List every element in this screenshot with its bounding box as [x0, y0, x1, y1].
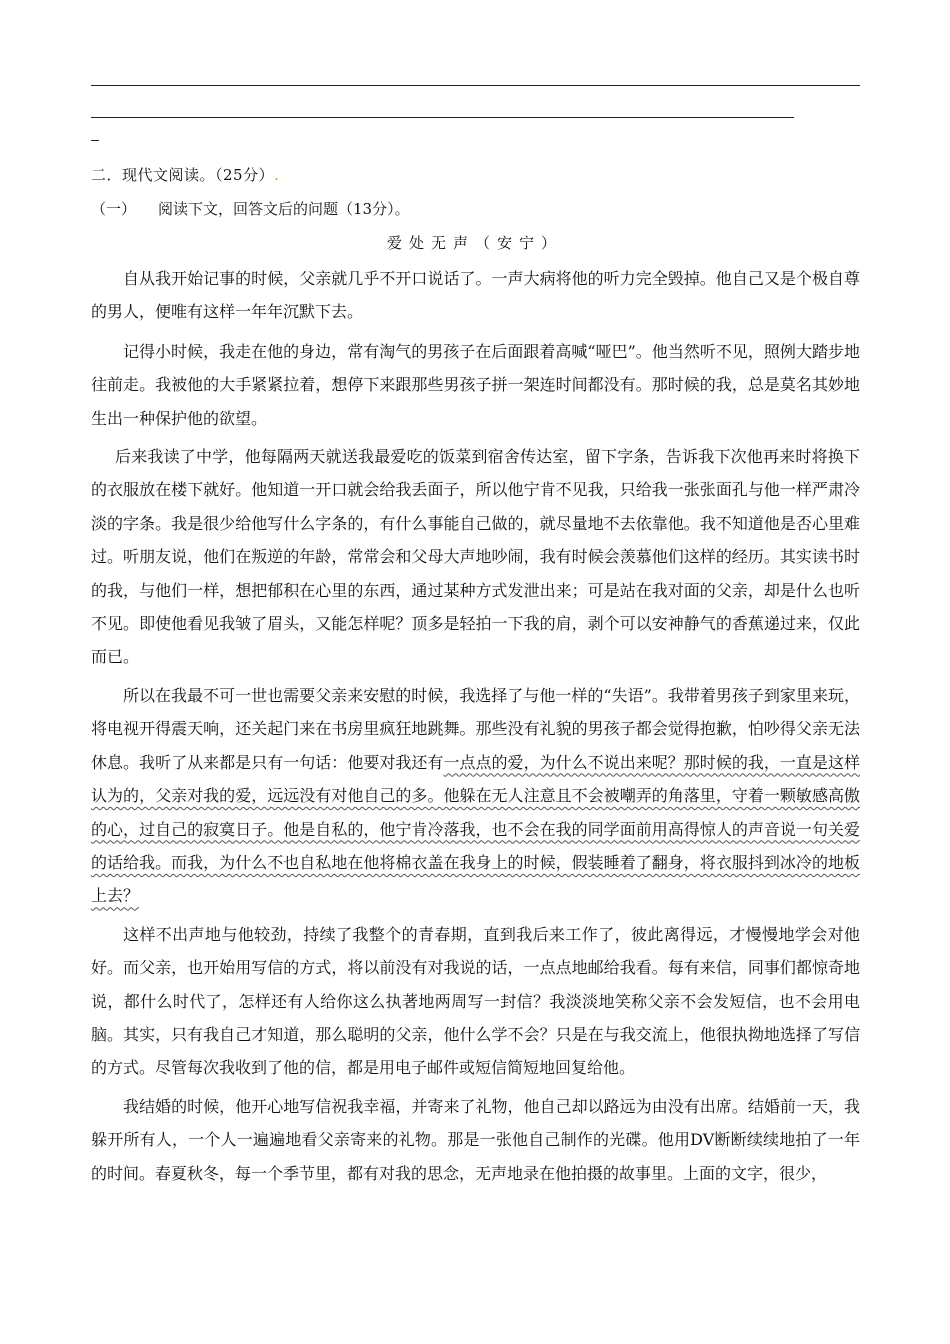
- paragraph-4-text: 所以在我最不可一世也需要父亲来安慰的时候，我选择了与他一样的“失语”。我带着男孩子到家里来玩，将电视开得震天响，还关起门来在书房里疯狂地跳舞。那些没有礼貌的男孩子都会觉得抱歉，怕吵得父亲无法休息。我听了从来都是只有一句话：他要对我还有: [91, 685, 860, 772]
- paragraph-3: 后来我读了中学，他每隔两天就送我最爱吃的饭菜到宿舍传达室，留下字条，告诉我下次他再来时将换下的衣服放在楼下就好。他知道一开口就会给我丢面子，所以他宁肯不见我，只给我一张张面孔与他一样严肃冷淡的字条。我是很少给他写什么字条的，有什么事能自己做的，就尽量地不去依靠他。我不知道他是否心里难过。听朋友说，他们在叛逆的年龄，常常会和父母大声地吵闹，我有时候会羡慕他们这样的经历。其实读书时的我，与他们一样，想把郁积在心里的东西，通过某种方式发泄出来；可是站在我对面的父亲，却是什么也听不见。即使他看见我皱了眉头，又能怎样呢？顶多是轻拍一下我的肩，剥个可以安神静气的香蕉递过来，仅此而已。: [91, 447, 860, 667]
- answer-line-stub: [91, 140, 99, 141]
- section-heading: [91, 164, 279, 185]
- answer-line-1: [91, 85, 860, 86]
- article-title: 爱处无声（安宁）: [386, 234, 563, 252]
- article-body: [91, 262, 860, 1195]
- paragraph-5: 这样不出声地与他较劲，持续了我整个的青春期，直到我后来工作了，彼此离得远，才慢慢地学会对他好。而父亲，也开始用写信的方式，将以前没有对我说的话，一点点地邮给我看。每有来信，同事们都惊奇地说，都什么时代了，怎样还有人给你这么执著地两周写一封信？我淡淡地笑称父亲不会发短信，也不会用电脑。其实，只有我自己才知道，那么聪明的父亲，他什么学不会？只是在与我交流上，他很执拗地选择了写信的方式。尽管每次我收到了他的信，都是用电子邮件或短信简短地回复给他。: [91, 924, 860, 1078]
- section-heading-text: 二．现代文阅读。（25分）: [91, 166, 275, 184]
- sub-heading-text: 阅读下文，回答文后的问题（13分）。: [158, 200, 410, 218]
- paragraph-6: 我结婚的时候，他开心地写信祝我幸福，并寄来了礼物，他自己却以路远为由没有出席。结婚前一天，我躲开所有人，一个人一遍遍地看父亲寄来的礼物。那是一张他自己制作的光碟。他用DV断断续续地拍了一年的时间。春夏秋冬，每一个季节里，都有对我的思念，无声地录在他拍摄的故事里。上面的文字，很少，: [91, 1096, 860, 1183]
- sub-heading: [91, 198, 410, 219]
- answer-line-2: [91, 117, 794, 118]
- section-heading-dot: .: [274, 166, 280, 184]
- paragraph-4: [91, 679, 860, 913]
- sub-heading-number: （一）: [91, 200, 137, 218]
- paragraph-2: 记得小时候，我走在他的身边，常有淘气的男孩子在后面跟着高喊“哑巴”。他当然听不见，照例大踏步地往前走。我被他的大手紧紧拉着，想停下来跟那些男孩子拼一架连时间都没有。那时候的我，总是莫名其妙地生出一种保护他的欲望。: [91, 341, 860, 428]
- paragraph-1: 自从我开始记事的时候，父亲就几乎不开口说话了。一声大病将他的听力完全毁掉。他自己又是个极自尊的男人，便唯有这样一年年沉默下去。: [91, 269, 860, 322]
- paragraph-4-underlined-text: 一点点的爱，为什么不说出来呢？那时候的我，一直是这样认为的，父亲对我的爱，远远没有对他自己的多。他躲在无人注意且不会被嘲弄的角落里，守着一颗敏感高傲的心，过自己的寂寞日子。他是自私的，他宁肯冷落我，也不会在我的同学面前用高得惊人的声音说一句关爱的话给我。而我，为什么不也自私地在他将棉衣盖在我身上的时候，假装睡着了翻身，将衣服抖到冰冷的地板上去？: [91, 752, 860, 906]
